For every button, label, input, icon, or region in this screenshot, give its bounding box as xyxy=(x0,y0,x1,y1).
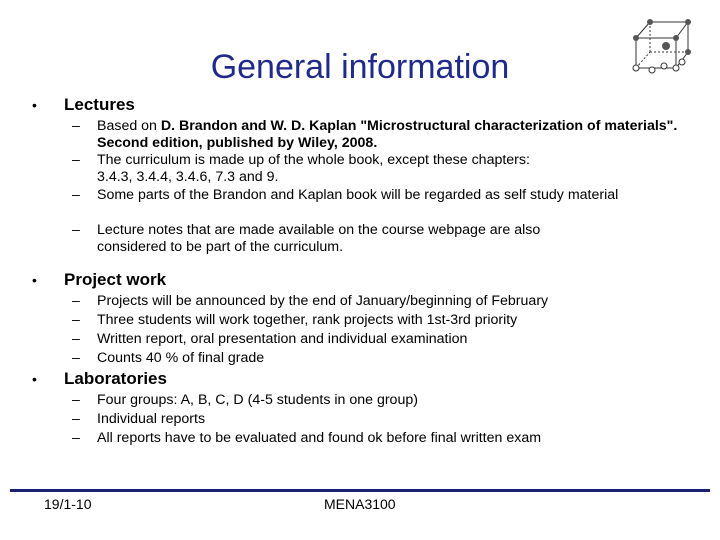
section-heading-lectures: Lectures xyxy=(64,95,135,114)
dash-icon: – xyxy=(72,118,80,134)
item-reference: D. Brandon and W. D. Kaplan "Microstructural characterization of materials". Second edition, published by Wiley, 2008. xyxy=(97,118,678,151)
dash-icon: – xyxy=(72,312,80,328)
dash-icon: – xyxy=(72,222,80,238)
dash-icon: – xyxy=(72,152,80,168)
item-text: Three students will work together, rank projects with 1st-3rd priority xyxy=(97,312,518,328)
dash-icon: – xyxy=(72,187,80,203)
footer-divider xyxy=(10,489,710,492)
item-text: Counts 40 % of final grade xyxy=(97,350,265,366)
item-text: All reports have to be evaluated and found ok before final written exam xyxy=(97,430,542,446)
item-text: Four groups: A, B, C, D (4-5 students in one group) xyxy=(97,392,418,408)
item-text: Written report, oral presentation and individual examination xyxy=(97,331,468,347)
crystal-lattice-icon xyxy=(628,18,694,76)
slide-title: General information xyxy=(210,48,510,86)
footer-course-code: MENA3100 xyxy=(324,496,396,512)
dash-icon: – xyxy=(72,293,80,309)
section-heading-project-work: Project work xyxy=(64,270,167,289)
dash-icon: – xyxy=(72,350,80,366)
dash-icon: – xyxy=(72,411,80,427)
bullet-icon: • xyxy=(32,272,37,288)
item-text: Some parts of the Brandon and Kaplan book will be regarded as self study material xyxy=(97,187,619,203)
item-text: Lecture notes that are made available on the course webpage are also considered to be part of the curriculum. xyxy=(97,222,541,255)
bullet-icon: • xyxy=(32,97,37,113)
item-text: Individual reports xyxy=(97,411,206,427)
bullet-icon: • xyxy=(32,371,37,387)
dash-icon: – xyxy=(72,430,80,446)
item-text: The curriculum is made up of the whole book, except these chapters: 3.4.3, 3.4.4, 3.4.6, 7.3 and 9. xyxy=(97,152,530,185)
item-prefix: Based on xyxy=(97,118,161,134)
item-text: Projects will be announced by the end of January/beginning of February xyxy=(97,293,549,309)
dash-icon: – xyxy=(72,392,80,408)
footer-date: 19/1-10 xyxy=(44,496,92,512)
dash-icon: – xyxy=(72,331,80,347)
section-heading-laboratories: Laboratories xyxy=(64,369,167,388)
